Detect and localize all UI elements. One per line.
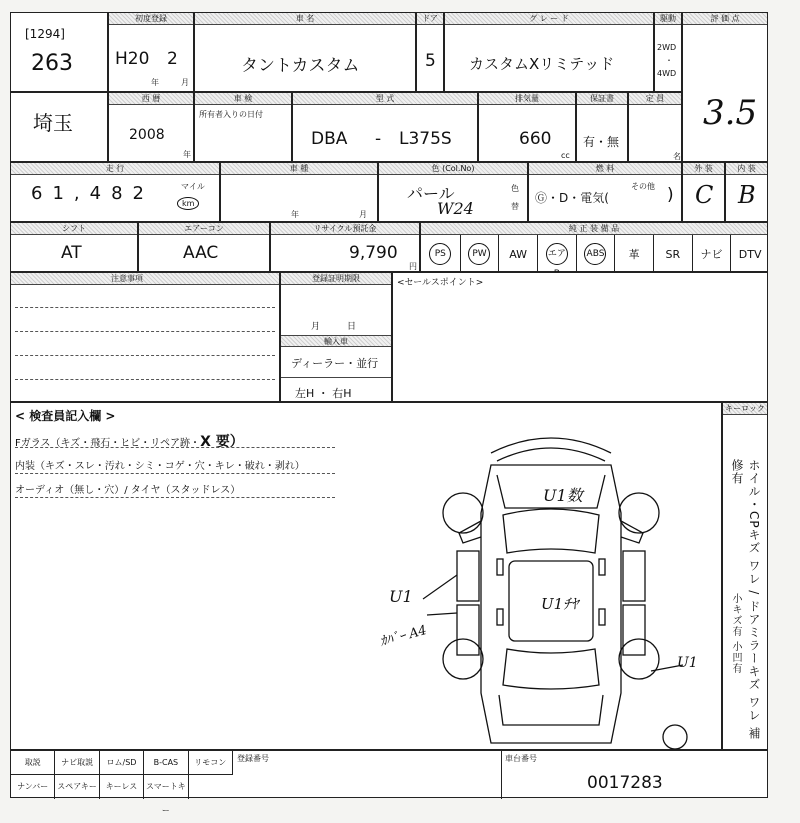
warranty-cell (576, 92, 628, 162)
exterior-value: C (695, 181, 714, 209)
equipment-item (653, 235, 692, 273)
drive-dot: ・ (665, 56, 673, 65)
color-kae: 替 (511, 202, 519, 211)
capacity-cell (628, 92, 682, 162)
capacity-label: 定 員 (629, 93, 681, 105)
equipment-label: PW (468, 243, 490, 265)
aircon-value: AAC (183, 243, 219, 263)
mileage-unit-km: km (177, 197, 199, 210)
footer-label: スマートキー (144, 775, 188, 799)
fuel-other: その他 (631, 182, 655, 191)
footer-label: ナンバー (11, 775, 55, 799)
equipment-label: SR (665, 247, 681, 261)
recycle-label: リサイクル預託金 (271, 223, 419, 235)
import-label: 輸入車 (281, 335, 391, 347)
equipment-label: PS (429, 243, 451, 265)
model-code-prefix: DBA (311, 129, 348, 149)
frame-number: 0017283 (587, 773, 663, 793)
shift-value: AT (61, 243, 82, 263)
model-code-value: L375S (399, 129, 452, 149)
mileage-digit: 1 (52, 183, 74, 204)
fuel-label: 燃 料 (529, 163, 681, 175)
keylock-label: キーロック (723, 403, 767, 415)
warranty-label: 保証書 (577, 93, 627, 105)
footer-grid (11, 751, 233, 815)
color-code: W24 (437, 199, 474, 218)
equipment-label: AW (509, 247, 528, 261)
lot-cell (10, 12, 108, 92)
sales-point-label: <セールスポイント> (397, 278, 484, 288)
grade-cell (444, 12, 654, 92)
grade-label: グ レ ー ド (445, 13, 653, 25)
first-reg-label: 初度登録 (109, 13, 193, 25)
footer-label: ナビ取説 (55, 751, 99, 775)
capacity-unit: 名 (673, 152, 681, 161)
mileage-digit: 4 (89, 183, 112, 204)
note-u1-center: U1ﾁﾔ (541, 595, 579, 613)
equipment-label: ABS (584, 243, 606, 265)
recycle-en: 円 (409, 262, 417, 271)
aircon-cell (138, 222, 270, 272)
inspector-label: < 検査員記入欄 > (15, 409, 116, 423)
body-nen: 年 (291, 210, 299, 219)
inspector-cell (10, 402, 722, 750)
remarks-label: 注意事項 (11, 273, 279, 285)
mileage-unit-mile: マイル (181, 182, 205, 191)
shift-cell (10, 222, 138, 272)
displacement-value: 660 (519, 129, 552, 149)
fuel-cell (528, 162, 682, 222)
warranty-value: 有・無 (583, 135, 620, 149)
equipment-label: エア (546, 243, 568, 265)
grade-value: カスタムXリミテッド (469, 55, 615, 73)
inspection-cell (194, 92, 292, 162)
nen-label: 年 (151, 78, 159, 87)
reg-month-day: 月 日 (311, 322, 357, 332)
drive-cell (654, 12, 682, 92)
doors-value: 5 (425, 51, 436, 71)
interior-label: 内 装 (726, 163, 767, 175)
equipment-item (460, 235, 499, 273)
model-name-label: 車 名 (195, 13, 415, 25)
area-cell (10, 92, 108, 162)
lot-number: 263 (31, 51, 73, 76)
body-type-cell (220, 162, 378, 222)
equipment-label: DTV (738, 247, 762, 261)
color-cell (378, 162, 528, 222)
year-cell (108, 92, 194, 162)
score-cell (682, 12, 768, 162)
mileage-digit: 2 (132, 183, 154, 204)
recycle-cell (270, 222, 420, 272)
exterior-cell (682, 162, 725, 222)
first-reg-era: H20 (115, 49, 150, 69)
equipment-label: ナビ (700, 248, 723, 261)
note-u1-right: U1 (677, 655, 698, 671)
score-value: 3.5 (703, 93, 758, 133)
year-nen: 年 (183, 150, 191, 159)
footer-label: キーレス (100, 775, 144, 799)
equipment-item (498, 235, 537, 273)
side-panel (722, 402, 768, 750)
color-label: 色 (Col.No) (379, 163, 527, 175)
tsuki-label: 月 (181, 78, 189, 87)
equipment-item (614, 235, 653, 273)
year-label: 西 暦 (109, 93, 193, 105)
interior-cell (725, 162, 768, 222)
exterior-label: 外 装 (683, 163, 724, 175)
inspection-note: 所有者入りの日付 (199, 110, 263, 119)
score-label: 評 価 点 (683, 13, 767, 25)
equipment-label: 革 (628, 248, 640, 261)
model-name: タントカスタム (241, 56, 360, 76)
mileage-cell (10, 162, 220, 222)
model-code-cell (292, 92, 478, 162)
cc-label: cc (561, 151, 570, 160)
dealer-value: ディーラー・並行 (291, 357, 379, 370)
fuel-close: ) (667, 185, 674, 205)
sales-point-cell (392, 272, 768, 402)
mileage-label: 走 行 (11, 163, 219, 175)
equipment-label: 純 正 装 備 品 (421, 223, 767, 235)
area-value: 埼玉 (33, 111, 73, 135)
doors-label: ドア (417, 13, 443, 25)
color-name: パール (407, 184, 455, 203)
footer-label: ロム/SD (100, 751, 144, 775)
footer-cell (10, 750, 768, 815)
equipment-item (730, 235, 769, 273)
model-code-label: 型 式 (293, 93, 477, 105)
reg-deadline-cell (280, 272, 392, 402)
note-u1-left: U1 (389, 587, 413, 606)
auction-sheet (10, 12, 768, 815)
first-reg-month: 2 (167, 49, 178, 69)
mileage-digits: 61,482 (31, 183, 154, 204)
interior-line: 内装（キズ・スレ・汚れ・シミ・コゲ・穴・キレ・破れ・剥れ） (15, 461, 305, 472)
footer-label: B-CAS (144, 751, 188, 775)
drive-2wd: 2WD (657, 43, 677, 52)
lot-prefix: [1294] (25, 27, 65, 41)
footer-label: スペアキー (55, 775, 99, 799)
footer-label: リモコン (189, 751, 233, 775)
body-tsuki: 月 (359, 210, 367, 219)
model-name-cell (194, 12, 416, 92)
equipment-row (421, 235, 767, 273)
first-reg-cell (108, 12, 194, 92)
displacement-cell (478, 92, 576, 162)
aircon-label: エアーコン (139, 223, 269, 235)
year-value: 2008 (129, 127, 165, 143)
displacement-label: 排気量 (479, 93, 575, 105)
fuel-options: Ⓖ・D・電気( (535, 191, 609, 205)
equipment-cell (420, 222, 768, 272)
shift-label: シフト (11, 223, 137, 235)
doors-cell (416, 12, 444, 92)
model-code-dash: - (375, 129, 382, 149)
inspection-label: 車 検 (195, 93, 291, 105)
side-text: ホイル・CPキズ ワレ / ドアミラーキズ ワレ 補修有 (730, 459, 761, 740)
steering-value: 左H ・ 右H (295, 387, 352, 400)
side-small: 小キズ有 小凹有 (730, 593, 741, 675)
note-u1-count: U1数 (543, 486, 583, 505)
equipment-item (576, 235, 615, 273)
equipment-item (537, 235, 576, 273)
drive-4wd: 4WD (657, 69, 677, 78)
frame-no-label: 車台番号 (505, 754, 537, 763)
remarks-cell (10, 272, 280, 402)
color-iro: 色 (511, 184, 519, 193)
f-glass-text: Fガラス（キズ・飛石・ヒビ・リペア跡・ (15, 438, 201, 449)
audio-line: オーディオ（無し・穴）/ タイヤ（スタッドレス） (15, 485, 241, 496)
mileage-digit: 6 (31, 183, 53, 204)
equipment-item (692, 235, 731, 273)
mileage-digit: 8 (111, 183, 133, 204)
body-type-label: 車 種 (221, 163, 377, 175)
interior-value: B (738, 181, 756, 209)
note-cover-a4: ｶﾊﾞｰ A4 (378, 623, 429, 650)
drive-label: 駆動 (655, 13, 681, 25)
footer-label: 取説 (11, 751, 55, 775)
reg-deadline-label: 登録証明期限 (281, 273, 391, 285)
f-glass-mark: X 要） (200, 434, 244, 450)
reg-no-label: 登録番号 (237, 754, 269, 763)
recycle-value: 9,790 (349, 243, 398, 263)
equipment-item (421, 235, 460, 273)
car-diagram (11, 403, 723, 751)
